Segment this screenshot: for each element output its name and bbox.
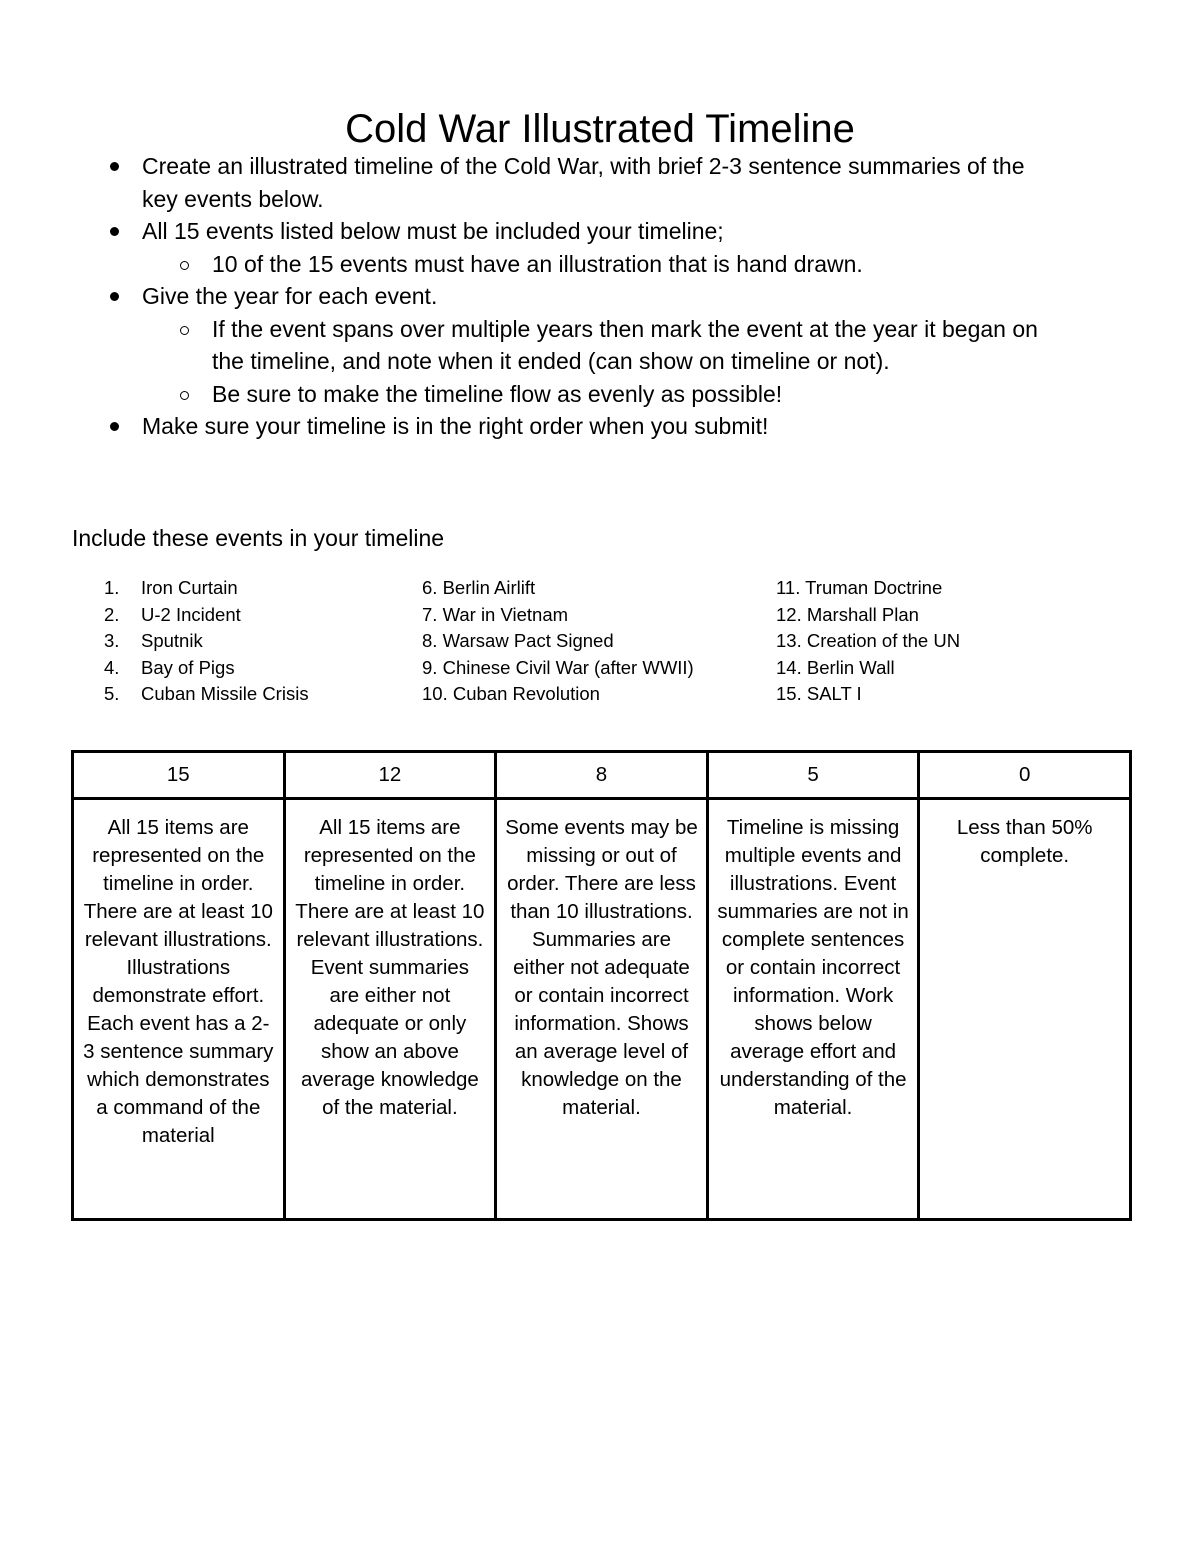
instruction-item [108,280,1138,313]
event-name: War in Vietnam [442,603,569,625]
rubric-criteria-cell: All 15 items are represented on the timeline in order. There are at least 10 relevant illustrations. Illustrations demonstrate effort. Each event has a 2-3 sentence summary which demonstrates a command of the material [73,799,285,1220]
rubric-header-row [73,752,1131,799]
instructions-list [108,150,1138,443]
bullet-icon [110,227,119,236]
bullet-icon [110,292,119,301]
instruction-text: Give the year for each event. [142,283,438,309]
instruction-item [108,150,1138,215]
event-name: Berlin Wall [806,656,895,678]
event-number: 6. [422,577,438,598]
event-name: Berlin Airlift [442,577,536,598]
instruction-text: Be sure to make the timeline flow as evenly as possible! [212,380,783,407]
rubric-score-header: 15 [73,752,285,799]
event-item [422,575,694,602]
event-number: 15. [776,683,802,704]
event-item [104,628,309,655]
instruction-text: All 15 events listed below must be included your timeline; [142,218,724,244]
instruction-subitem [108,378,1138,411]
event-name: Iron Curtain [141,577,238,598]
event-number: 3. [104,630,120,651]
event-item [776,681,960,708]
events-column [104,575,309,708]
bullet-icon [110,422,119,431]
event-number: 1. [104,577,120,598]
event-item [776,655,960,682]
instruction-text: the timeline, and note when it ended (can show on timeline or not). [212,348,890,374]
event-number: 5. [104,683,120,704]
instruction-text: key events below. [142,185,324,212]
rubric-criteria-cell: All 15 items are represented on the timeline in order. There are at least 10 relevant illustrations. Event summaries are either not adequate or only show an above average knowledge of the material. [284,799,496,1220]
event-number: 9. [422,656,438,678]
event-name: Bay of Pigs [141,656,235,678]
instruction-item [108,215,1138,248]
event-name: U-2 Incident [141,603,241,625]
rubric-criteria-cell: Some events may be missing or out of order. There are less than 10 illustrations. Summaries are either not adequate or contain incorrect information. Shows an average level of knowledge on the material. [496,799,708,1220]
event-number: 11. [776,577,801,598]
event-item [422,681,694,708]
event-item [104,655,309,682]
event-item [104,681,309,708]
hollow-bullet-icon [180,261,189,270]
event-number: 4. [104,656,120,678]
event-number: 2. [104,603,120,625]
event-item [104,575,309,602]
hollow-bullet-icon [180,391,189,400]
event-name: Chinese Civil War (after WWII) [442,656,694,678]
instruction-text: 10 of the 15 events must have an illustration that is hand drawn. [212,250,863,277]
hollow-bullet-icon [180,326,189,335]
event-name: Marshall Plan [806,603,919,625]
rubric-criteria-cell: Timeline is missing multiple events and illustrations. Event summaries are not in complete sentences or contain incorrect information. Work shows below average effort and understanding of the material. [707,799,919,1220]
event-name: Truman Doctrine [805,577,943,598]
instruction-subitem [108,248,1138,281]
events-heading: Include these events in your timeline [72,525,445,551]
events-column [422,575,694,708]
event-name: Cuban Revolution [452,683,600,704]
rubric-score-header: 8 [496,752,708,799]
event-number: 12. [776,603,802,625]
event-number: 7. [422,603,438,625]
event-item [422,628,694,655]
event-item [776,602,960,629]
event-item [776,575,960,602]
event-name: Creation of the UN [806,630,961,651]
event-name: SALT I [806,683,862,704]
event-name: Cuban Missile Crisis [141,683,309,704]
instruction-text: Create an illustrated timeline of the Cold War, with brief 2-3 sentence summaries of the [142,153,1025,179]
page-title: Cold War Illustrated Timeline [345,106,855,151]
instruction-subitem [108,313,1138,378]
instruction-text: If the event spans over multiple years then mark the event at the year it began on [212,315,1038,342]
instruction-item [108,410,1138,443]
rubric-criteria-row [73,799,1131,1220]
event-number: 14. [776,656,802,678]
event-item [104,602,309,629]
rubric-criteria-cell: Less than 50% complete. [919,799,1131,1220]
event-item [422,655,694,682]
rubric-score-header: 0 [919,752,1131,799]
rubric-score-header: 5 [707,752,919,799]
rubric-score-header: 12 [284,752,496,799]
event-number: 13. [776,630,802,651]
event-name: Warsaw Pact Signed [442,630,614,651]
event-item [422,602,694,629]
event-name: Sputnik [141,630,203,651]
events-column [776,575,960,708]
event-number: 10. [422,683,448,704]
bullet-icon [110,162,119,171]
instruction-text: Make sure your timeline is in the right order when you submit! [142,413,769,439]
rubric-table [71,750,1132,1221]
event-number: 8. [422,630,438,651]
event-item [776,628,960,655]
